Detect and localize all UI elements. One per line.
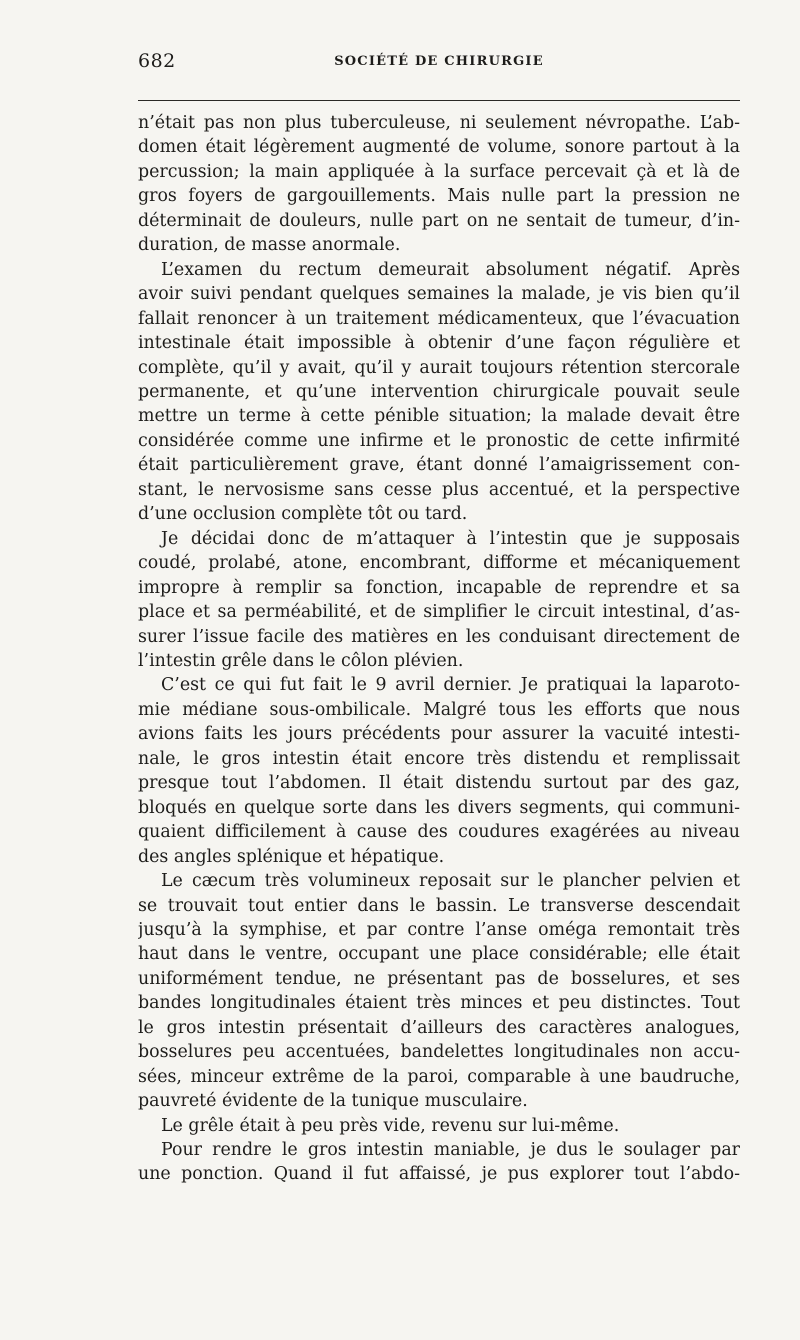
paragraph — [138, 527, 740, 674]
text-line: impropre à remplir sa fonction, incapable de reprendre et sa — [138, 577, 740, 598]
text-line: permanente, et qu’une intervention chirurgicale pouvait seule — [138, 381, 740, 402]
text-line: mettre un terme à cette pénible situation; la malade devait être — [138, 406, 740, 427]
text-line: Le cæcum très volumineux reposait sur le plancher pelvien et — [161, 871, 740, 892]
text-line: d’une occlusion complète tôt ou tard. — [138, 504, 468, 525]
text-line: haut dans le ventre, occupant une place considérable; elle était — [138, 944, 740, 965]
paragraph — [138, 258, 740, 527]
text-line: jusqu’à la symphise, et par contre l’anse oméga remontait très — [138, 919, 740, 940]
text-line: sées, minceur extrême de la paroi, comparable à une baudruche, — [138, 1066, 740, 1087]
running-head — [138, 50, 740, 80]
text-line: coudé, prolabé, atone, encombrant, difforme et mécaniquement — [138, 553, 740, 574]
text-line: surer l’issue facile des matières en les conduisant directement de — [138, 626, 740, 647]
text-line: n’était pas non plus tuberculeuse, ni seulement névropathe. L’ab- — [138, 113, 740, 133]
text-line: bosselures peu accentuées, bandelettes longitudinales non accu- — [138, 1042, 740, 1063]
text-line: des angles splénique et hépatique. — [138, 846, 445, 867]
text-line: L’examen du rectum demeurait absolument négatif. Après — [161, 259, 740, 280]
text-line: pauvreté évidente de la tunique musculaire. — [138, 1091, 528, 1112]
paragraph — [138, 1138, 740, 1187]
text-line: fallait renoncer à un traitement médicamenteux, que l’évacuation — [138, 308, 740, 329]
text-line: presque tout l’abdomen. Il était distendu surtout par des gaz, — [138, 773, 740, 794]
text-line: uniformément tendue, ne présentant pas de bosselures, et ses — [138, 968, 740, 989]
text-line: avoir suivi pendant quelques semaines la malade, je vis bien qu’il — [138, 284, 740, 305]
text-line: complète, qu’il y avait, qu’il y aurait toujours rétention stercorale — [138, 357, 740, 378]
text-line: se trouvait tout entier dans le bassin. Le transverse descendait — [138, 895, 740, 916]
text-line: intestinale était impossible à obtenir d’une façon régulière et — [138, 333, 740, 354]
text-line: domen était légèrement augmenté de volume, sonore partout à la — [138, 137, 740, 158]
paragraph — [138, 869, 740, 1114]
text-line: l’intestin grêle dans le côlon plévien. — [138, 650, 464, 671]
text-line: nale, le gros intestin était encore très distendu et remplissait — [138, 748, 740, 769]
paragraph — [138, 1114, 740, 1138]
text-line: Je décidai donc de m’attaquer à l’intestin que je supposais — [161, 528, 740, 549]
text-line: considérée comme une infirme et le pronostic de cette infirmité — [138, 430, 740, 451]
text-line: percussion; la main appliquée à la surface percevait çà et là de — [138, 161, 740, 182]
text-line: le gros intestin présentait d’ailleurs des caractères analogues, — [138, 1017, 740, 1038]
header-rule — [138, 100, 740, 101]
text-line: déterminait de douleurs, nulle part on ne sentait de tumeur, d’in- — [138, 210, 740, 231]
text-line: bandes longitudinales étaient très minces et peu distinctes. Tout — [138, 993, 740, 1014]
page-number: 682 — [138, 50, 176, 72]
text-line: avions faits les jours précédents pour assurer la vacuité intesti- — [138, 724, 740, 745]
running-title: SOCIÉTÉ DE CHIRURGIE — [334, 54, 544, 69]
paragraph — [138, 111, 740, 258]
text-line: bloqués en quelque sorte dans les divers segments, qui communi- — [138, 797, 740, 818]
text-line: une ponction. Quand il fut affaissé, je pus explorer tout l’abdo- — [138, 1164, 740, 1185]
text-line: mie médiane sous-ombilicale. Malgré tous les efforts que nous — [138, 699, 740, 720]
text-line: était particulièrement grave, étant donné l’amaigrissement con- — [138, 455, 740, 476]
text-line: Le grêle était à peu près vide, revenu sur lui-même. — [161, 1115, 620, 1136]
text-line: C’est ce qui fut fait le 9 avril dernier. Je pratiquai la laparoto- — [161, 675, 740, 696]
text-line: gros foyers de gargouillements. Mais nulle part la pression ne — [138, 186, 740, 207]
text-line: Pour rendre le gros intestin maniable, je dus le soulager par — [161, 1140, 740, 1161]
body-text — [138, 111, 740, 1187]
text-line: duration, de masse anormale. — [138, 235, 401, 256]
text-line: stant, le nervosisme sans cesse plus accentué, et la perspective — [138, 479, 740, 500]
text-line: quaient difficilement à cause des coudures exagérées au niveau — [138, 822, 740, 843]
text-line: place et sa perméabilité, et de simplifier le circuit intestinal, d’as- — [138, 602, 740, 623]
paragraph — [138, 673, 740, 869]
